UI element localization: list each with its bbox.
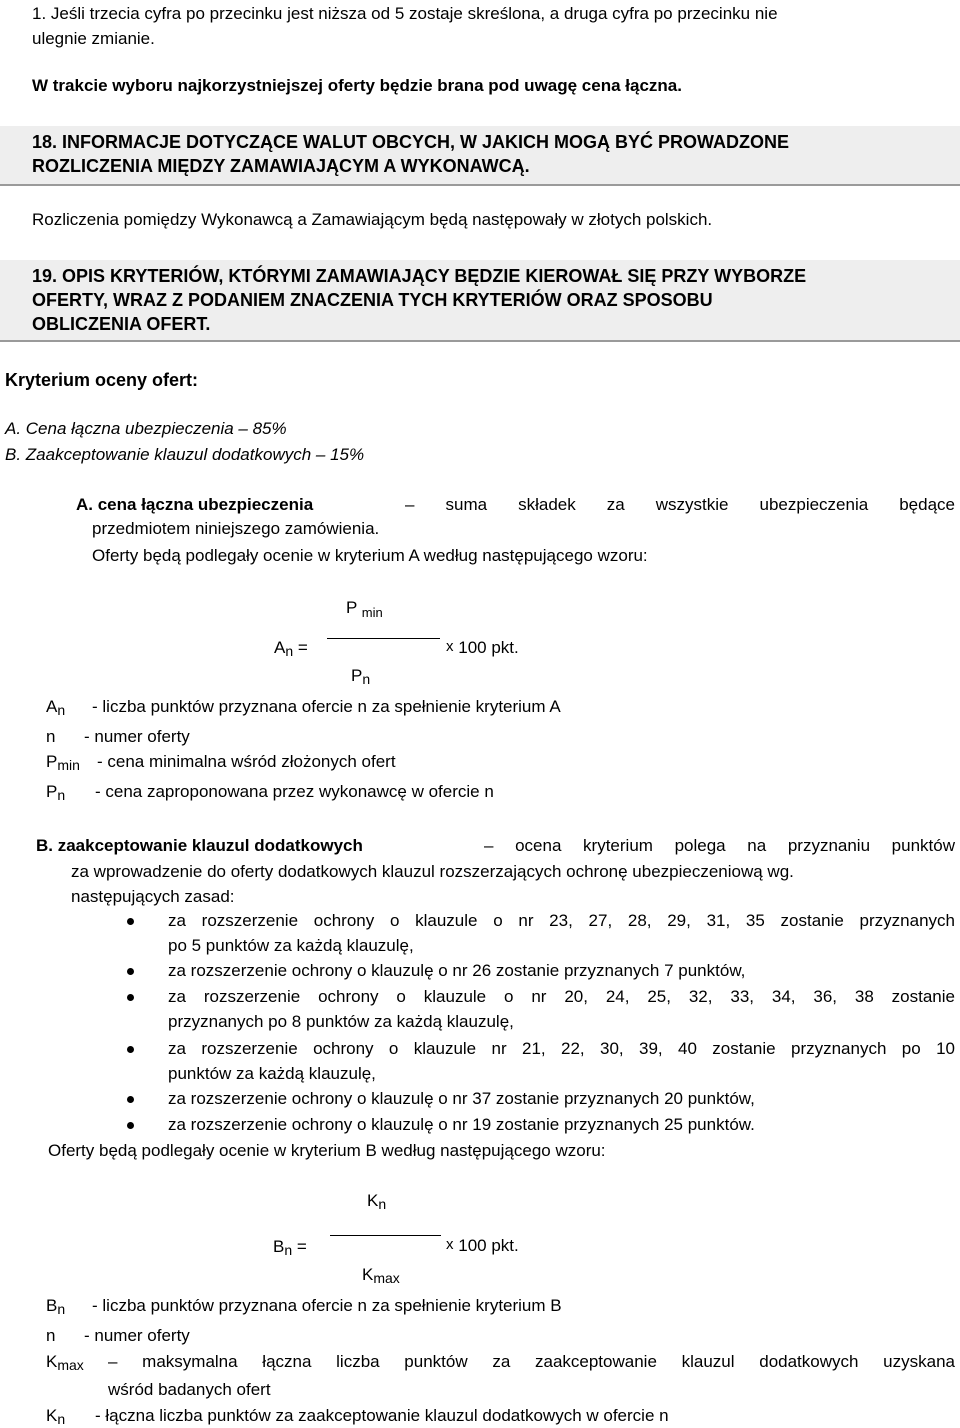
section-18-heading-line-2: ROZLICZENIA MIĘDZY ZAMAWIAJĄCYM A WYKONAWCĄ. <box>32 156 530 176</box>
legend-b-text-bn: - liczba punktów przyznana ofercie n za spełnienie kryterium B <box>92 1296 562 1315</box>
formula-a-times: x <box>446 638 454 655</box>
part-a-desc-line-2: przedmiotem niniejszego zamówienia. <box>92 519 380 538</box>
formula-b-lhs-subscript: n <box>284 1242 293 1258</box>
bullet-4-line-1: za rozszerzenie ochrony o klauzule nr 21, 22, 30, 39, 40 zostanie przyznanych po 10 <box>168 1039 955 1058</box>
legend-a-symbol-n: n <box>46 727 56 746</box>
bullet-2-line-1: za rozszerzenie ochrony o klauzulę o nr 26 zostanie przyznanych 7 punktów, <box>168 961 746 980</box>
legend-b-symbol-sub: max <box>57 1357 84 1373</box>
section-19-heading-line-3: OBLICZENIA OFERT. <box>32 314 211 334</box>
formula-b-denominator-symbol: K <box>362 1265 374 1284</box>
legend-b-symbol-kmax <box>46 1352 84 1373</box>
bullet-3-line-1: za rozszerzenie ochrony o klauzule o nr 20, 24, 25, 32, 33, 34, 36, 38 zostanie <box>168 987 955 1006</box>
legend-a-symbol-sub: min <box>57 757 80 773</box>
bullet-4-line-2: punktów za każdą klauzulę, <box>168 1064 376 1083</box>
formula-b-denominator <box>362 1265 400 1286</box>
legend-b-symbol-n: n <box>46 1326 56 1345</box>
formula-b-multiplier <box>446 1236 519 1256</box>
part-b-desc-line-1: – ocena kryterium polega na przyznaniu punktów <box>484 836 955 855</box>
intro-line-3: W trakcie wyboru najkorzystniejszej oferty będzie brana pod uwagę cena łączna. <box>32 76 682 95</box>
formula-b-points: 100 pkt. <box>458 1236 519 1255</box>
section-18-heading <box>0 126 960 186</box>
legend-b-symbol-kn <box>46 1406 65 1427</box>
intro-line-1: 1. Jeśli trzecia cyfra po przecinku jest niższa od 5 zostaje skreślona, a druga cyfra po przecinku nie <box>32 4 778 23</box>
bullet-marker <box>127 1046 134 1053</box>
bullet-marker <box>127 994 134 1001</box>
legend-a-symbol-pmin <box>46 752 80 773</box>
part-a-desc-line-1: – suma składek za wszystkie ubezpieczenia będące <box>405 495 955 514</box>
legend-a-symbol-an <box>46 697 65 718</box>
legend-b-symbol-main: K <box>46 1352 58 1371</box>
bullet-marker <box>127 918 134 925</box>
legend-a-symbol-sub: n <box>57 702 66 718</box>
part-a-formula-intro: Oferty będą podlegały ocenie w kryterium A według następującego wzoru: <box>92 546 648 565</box>
formula-a-lhs <box>274 638 308 659</box>
formula-b-equals: = <box>296 1237 307 1256</box>
bullet-marker <box>127 1096 134 1103</box>
formula-a-fraction-line <box>327 638 440 639</box>
legend-b-text-kn: - łączna liczba punktów za zaakceptowanie klauzul dodatkowych w ofercie n <box>95 1406 669 1425</box>
criterion-b: B. Zaakceptowanie klauzul dodatkowych – 15% <box>5 445 365 464</box>
legend-b-symbol-bn <box>46 1296 65 1317</box>
section-19-heading-line-1: 19. OPIS KRYTERIÓW, KTÓRYMI ZAMAWIAJĄCY BĘDZIE KIEROWAŁ SIĘ PRZY WYBORZE <box>32 266 807 286</box>
formula-a-numerator <box>346 598 383 620</box>
legend-b-text-kmax: – maksymalna łączna liczba punktów za zaakceptowanie klauzul dodatkowych uzyskana <box>108 1352 955 1371</box>
formula-a-numerator-subscript: min <box>361 605 383 620</box>
formula-a-lhs-subscript: n <box>285 643 294 659</box>
formula-a-numerator-symbol: P <box>346 598 358 617</box>
bullet-marker <box>127 968 134 975</box>
section-19-heading <box>0 260 960 342</box>
section-19-heading-line-2: OFERTY, WRAZ Z PODANIEM ZNACZENIA TYCH KRYTERIÓW ORAZ SPOSOBU <box>32 290 713 310</box>
part-b-formula-intro: Oferty będą podlegały ocenie w kryterium B według następującego wzoru: <box>48 1141 606 1160</box>
criterion-a: A. Cena łączna ubezpieczenia – 85% <box>5 419 287 438</box>
legend-b-symbol-sub: n <box>57 1301 66 1317</box>
bullet-1-line-1: za rozszerzenie ochrony o klauzule o nr 23, 27, 28, 29, 31, 35 zostanie przyznanych <box>168 911 955 930</box>
legend-a-text-n: - numer oferty <box>84 727 190 746</box>
formula-b-fraction-line <box>330 1235 441 1236</box>
bullet-5-line-1: za rozszerzenie ochrony o klauzulę o nr 37 zostanie przyznanych 20 punktów, <box>168 1089 755 1108</box>
bullet-6-line-1: za rozszerzenie ochrony o klauzulę o nr 19 zostanie przyznanych 25 punktów. <box>168 1115 755 1134</box>
formula-b-lhs-symbol: B <box>273 1237 285 1256</box>
part-b-desc-line-2: za wprowadzenie do oferty dodatkowych klauzul rozszerzających ochronę ubezpieczeniową wg. <box>71 862 794 881</box>
formula-b-times: x <box>446 1236 454 1253</box>
section-18-heading-line-1: 18. INFORMACJE DOTYCZĄCE WALUT OBCYCH, W JAKICH MOGĄ BYĆ PROWADZONE <box>32 132 790 152</box>
formula-b-numerator <box>367 1191 386 1212</box>
legend-a-symbol-main: A <box>46 697 58 716</box>
formula-a-denominator-subscript: n <box>362 671 371 687</box>
formula-b-numerator-subscript: n <box>378 1196 387 1212</box>
section-18-text: Rozliczenia pomiędzy Wykonawcą a Zamawiającym będą następowały w złotych polskich. <box>32 210 713 229</box>
legend-a-symbol-pn <box>46 782 65 803</box>
formula-a-denominator-symbol: P <box>351 666 363 685</box>
formula-b-numerator-symbol: K <box>367 1191 379 1210</box>
bullet-1-line-2: po 5 punktów za każdą klauzulę, <box>168 936 414 955</box>
bullet-3-line-2: przyznanych po 8 punktów za każdą klauzulę, <box>168 1012 514 1031</box>
legend-a-text-an: - liczba punktów przyznana ofercie n za spełnienie kryterium A <box>92 697 561 716</box>
formula-a-points: 100 pkt. <box>458 638 519 657</box>
formula-a-denominator <box>351 666 370 687</box>
part-b-label: B. zaakceptowanie klauzul dodatkowych <box>36 836 363 855</box>
legend-b-symbol-sub: n <box>57 1411 66 1427</box>
formula-a-equals: = <box>297 638 308 657</box>
legend-a-text-pmin: - cena minimalna wśród złożonych ofert <box>97 752 396 771</box>
formula-a-multiplier <box>446 638 519 658</box>
intro-line-2: ulegnie zmianie. <box>32 29 155 48</box>
legend-b-text-kmax-line-2: wśród badanych ofert <box>108 1380 271 1399</box>
formula-b-lhs <box>273 1237 307 1258</box>
legend-a-symbol-sub: n <box>57 787 66 803</box>
formula-b-denominator-subscript: max <box>373 1270 400 1286</box>
legend-b-symbol-main: B <box>46 1296 58 1315</box>
bullet-marker <box>127 1122 134 1129</box>
legend-a-text-pn: - cena zaproponowana przez wykonawcę w ofercie n <box>95 782 494 801</box>
legend-b-symbol-main: K <box>46 1406 58 1425</box>
part-b-desc-line-3: następujących zasad: <box>71 887 235 906</box>
legend-a-symbol-main: P <box>46 782 58 801</box>
formula-a-lhs-symbol: A <box>274 638 286 657</box>
criteria-title: Kryterium oceny ofert: <box>5 370 199 390</box>
legend-a-symbol-main: P <box>46 752 58 771</box>
legend-b-text-n: - numer oferty <box>84 1326 190 1345</box>
part-a-label: A. cena łączna ubezpieczenia <box>76 495 314 514</box>
